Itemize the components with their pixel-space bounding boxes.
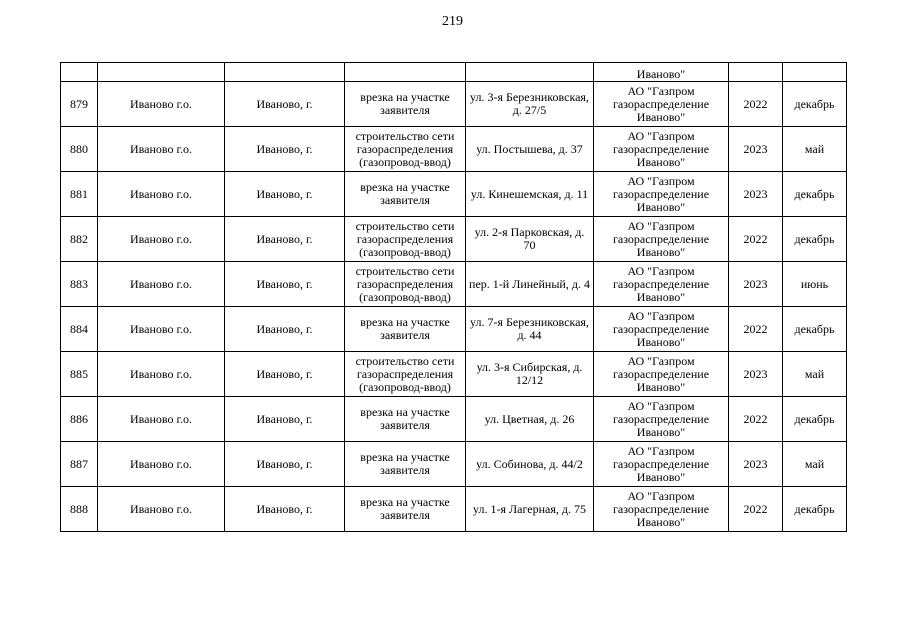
cell-work-type: врезка на участке заявителя <box>345 172 466 217</box>
cell-number: 885 <box>61 352 98 397</box>
cell-locality: Иваново, г. <box>225 82 345 127</box>
cell-locality: Иваново, г. <box>225 352 345 397</box>
cell-municipality: Иваново г.о. <box>98 82 225 127</box>
cell-year: 2023 <box>729 127 783 172</box>
cell-organization: АО "Газпром газораспределение Иваново" <box>594 217 729 262</box>
cell-number: 882 <box>61 217 98 262</box>
cell-month: декабрь <box>783 397 847 442</box>
cell-municipality: Иваново г.о. <box>98 352 225 397</box>
cell-work-type: строительство сети газораспределения (газопровод-ввод) <box>345 127 466 172</box>
cell-number: 879 <box>61 82 98 127</box>
cell-address: ул. Постышева, д. 37 <box>466 127 594 172</box>
cell-organization: АО "Газпром газораспределение Иваново" <box>594 82 729 127</box>
cell-month: май <box>783 442 847 487</box>
cell-number: 881 <box>61 172 98 217</box>
cell-year: 2022 <box>729 217 783 262</box>
cell-month: декабрь <box>783 172 847 217</box>
gas-connection-table <box>60 62 847 532</box>
cell-year: 2023 <box>729 262 783 307</box>
cell-number: 883 <box>61 262 98 307</box>
cell-locality: Иваново, г. <box>225 397 345 442</box>
cell-work-type: врезка на участке заявителя <box>345 397 466 442</box>
cell-year: 2023 <box>729 442 783 487</box>
cell-address: ул. Собинова, д. 44/2 <box>466 442 594 487</box>
cell-organization: АО "Газпром газораспределение Иваново" <box>594 487 729 532</box>
cell-month: декабрь <box>783 82 847 127</box>
cell-month: май <box>783 352 847 397</box>
cell-municipality: Иваново г.о. <box>98 307 225 352</box>
cell-organization: АО "Газпром газораспределение Иваново" <box>594 172 729 217</box>
table-row <box>61 217 847 262</box>
cell-locality: Иваново, г. <box>225 307 345 352</box>
cell-year: 2022 <box>729 307 783 352</box>
cell-locality: Иваново, г. <box>225 487 345 532</box>
cell-address: ул. 2-я Парковская, д. 70 <box>466 217 594 262</box>
cell-work-type: врезка на участке заявителя <box>345 307 466 352</box>
table-row <box>61 352 847 397</box>
cell-organization: АО "Газпром газораспределение Иваново" <box>594 352 729 397</box>
cell-municipality: Иваново г.о. <box>98 172 225 217</box>
cell-address: пер. 1-й Линейный, д. 4 <box>466 262 594 307</box>
table-row <box>61 82 847 127</box>
cell-address <box>466 63 594 82</box>
cell-locality: Иваново, г. <box>225 217 345 262</box>
table-row <box>61 487 847 532</box>
cell-number: 887 <box>61 442 98 487</box>
cell-address: ул. Цветная, д. 26 <box>466 397 594 442</box>
cell-municipality <box>98 63 225 82</box>
cell-work-type <box>345 63 466 82</box>
table-row <box>61 307 847 352</box>
cell-year: 2022 <box>729 487 783 532</box>
cell-locality: Иваново, г. <box>225 262 345 307</box>
table-row <box>61 127 847 172</box>
cell-month: декабрь <box>783 307 847 352</box>
cell-organization: Иваново" <box>594 63 729 82</box>
cell-municipality: Иваново г.о. <box>98 397 225 442</box>
cell-month: июнь <box>783 262 847 307</box>
cell-month <box>783 63 847 82</box>
cell-organization: АО "Газпром газораспределение Иваново" <box>594 262 729 307</box>
cell-work-type: строительство сети газораспределения (газопровод-ввод) <box>345 352 466 397</box>
cell-month: декабрь <box>783 217 847 262</box>
cell-year: 2023 <box>729 172 783 217</box>
cell-address: ул. 7-я Березниковская, д. 44 <box>466 307 594 352</box>
cell-work-type: врезка на участке заявителя <box>345 487 466 532</box>
cell-year: 2022 <box>729 82 783 127</box>
table-row <box>61 172 847 217</box>
cell-number: 888 <box>61 487 98 532</box>
cell-month: май <box>783 127 847 172</box>
cell-number: 880 <box>61 127 98 172</box>
cell-number <box>61 63 98 82</box>
cell-address: ул. Кинешемская, д. 11 <box>466 172 594 217</box>
cell-locality: Иваново, г. <box>225 442 345 487</box>
cell-number: 884 <box>61 307 98 352</box>
cell-organization: АО "Газпром газораспределение Иваново" <box>594 307 729 352</box>
cell-municipality: Иваново г.о. <box>98 262 225 307</box>
table-row <box>61 262 847 307</box>
cell-address: ул. 3-я Березниковская, д. 27/5 <box>466 82 594 127</box>
cell-locality: Иваново, г. <box>225 127 345 172</box>
cell-address: ул. 3-я Сибирская, д. 12/12 <box>466 352 594 397</box>
table-row <box>61 397 847 442</box>
table-row <box>61 442 847 487</box>
continuation-row <box>61 63 847 82</box>
cell-organization: АО "Газпром газораспределение Иваново" <box>594 397 729 442</box>
cell-locality: Иваново, г. <box>225 172 345 217</box>
cell-organization: АО "Газпром газораспределение Иваново" <box>594 442 729 487</box>
page-number: 219 <box>442 14 463 29</box>
cell-organization: АО "Газпром газораспределение Иваново" <box>594 127 729 172</box>
cell-municipality: Иваново г.о. <box>98 217 225 262</box>
cell-month: декабрь <box>783 487 847 532</box>
cell-number: 886 <box>61 397 98 442</box>
cell-work-type: врезка на участке заявителя <box>345 82 466 127</box>
cell-municipality: Иваново г.о. <box>98 442 225 487</box>
cell-work-type: строительство сети газораспределения (газопровод-ввод) <box>345 217 466 262</box>
cell-year: 2022 <box>729 397 783 442</box>
cell-municipality: Иваново г.о. <box>98 487 225 532</box>
cell-year <box>729 63 783 82</box>
cell-work-type: врезка на участке заявителя <box>345 442 466 487</box>
cell-work-type: строительство сети газораспределения (газопровод-ввод) <box>345 262 466 307</box>
cell-municipality: Иваново г.о. <box>98 127 225 172</box>
cell-year: 2023 <box>729 352 783 397</box>
cell-locality <box>225 63 345 82</box>
cell-address: ул. 1-я Лагерная, д. 75 <box>466 487 594 532</box>
